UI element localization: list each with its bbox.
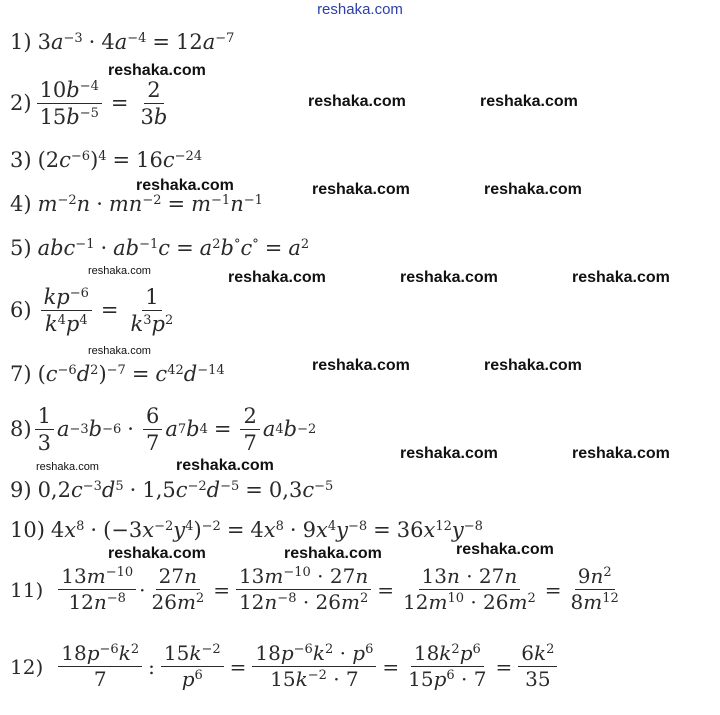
problem-number: 6) bbox=[10, 298, 32, 323]
watermark: reshaka.com bbox=[484, 181, 582, 198]
watermark: reshaka.com bbox=[284, 545, 382, 562]
watermark: reshaka.com bbox=[572, 269, 670, 286]
problem-3: 3) $(2c^{-6})^4 = 16c^{-24}$ bbox=[10, 148, 203, 172]
problem-10: 10) $4x^8 \cdot (-3x^{-2}y^4)^{-2} = 4x^8 \cdot 9x^4y^{-8} = 36x^{12}y^{-8}$ bbox=[10, 518, 483, 542]
problem-9: 9) $0,2c^{-3}d^5 \cdot 1,5c^{-2}d^{-5} = 0,3c^{-5}$ bbox=[10, 478, 334, 502]
watermark: reshaka.com bbox=[88, 265, 151, 277]
watermark: reshaka.com bbox=[312, 357, 410, 374]
problem-number: 3) bbox=[10, 148, 32, 172]
watermark: reshaka.com bbox=[88, 345, 151, 357]
problem-1: 1) $3a^{-3} \cdot 4a^{-4} = 12a^{-7}$ bbox=[10, 30, 235, 54]
watermark: reshaka.com bbox=[308, 93, 406, 110]
problem-5: 5) $abc^{-1} \cdot ab^{-1}c = a^2b^\circ c^\circ = a^2$ bbox=[10, 236, 310, 260]
problem-4: 4) $m^{-2}n \cdot mn^{-2} = m^{-1}n^{-1}$ bbox=[10, 192, 263, 216]
problem-number: 1) bbox=[10, 30, 32, 54]
problem-number: 10) bbox=[10, 518, 45, 542]
watermark: reshaka.com bbox=[400, 445, 498, 462]
problem-number: 9) bbox=[10, 478, 32, 502]
problem-number: 4) bbox=[10, 192, 32, 216]
watermark: reshaka.com bbox=[312, 181, 410, 198]
watermark: reshaka.com bbox=[572, 445, 670, 462]
watermark: reshaka.com bbox=[108, 62, 206, 79]
watermark: reshaka.com bbox=[456, 541, 554, 558]
problem-2: 2) $\frac{10b^{-4}}{15b^{-5}}$ = $\frac{2}{3b}$ bbox=[10, 78, 168, 130]
watermark: reshaka.com bbox=[228, 269, 326, 286]
problem-6: 6) $\frac{kp^{-6}}{k^4p^4}$ = $\frac{1}{k^3p^2}$ bbox=[10, 285, 174, 337]
problem-number: 2) bbox=[10, 91, 32, 116]
problem-number: 12) bbox=[10, 654, 44, 679]
watermark: reshaka.com bbox=[484, 357, 582, 374]
problem-number: 11) bbox=[10, 577, 44, 602]
watermark: reshaka.com bbox=[480, 93, 578, 110]
watermark: reshaka.com bbox=[136, 177, 234, 194]
watermark: reshaka.com bbox=[176, 457, 274, 474]
watermark: reshaka.com bbox=[108, 545, 206, 562]
watermark: reshaka.com bbox=[36, 461, 99, 473]
problem-12: 12) $\frac{18p^{-6}k^2}{7}$ : $\frac{15k^{-2}}{p^6}$ = $\frac{18p^{-6}k^2 \cdot p^6}{15k^{-2} \cdot 7}$ = $\frac{18k^2p^6}{15p^6 \cdot 7}$ = $\frac{6k^2}{35}$ bbox=[10, 642, 560, 691]
site-header[interactable]: reshaka.com bbox=[317, 1, 403, 18]
problem-7: 7) $(c^{-6}d^2)^{-7} = c^{42}d^{-14}$ bbox=[10, 362, 225, 386]
problem-number: 7) bbox=[10, 362, 32, 386]
problem-number: 5) bbox=[10, 236, 32, 260]
watermark: reshaka.com bbox=[400, 269, 498, 286]
problem-11: 11) $\frac{13m^{-10}}{12n^{-8}}$ · $\frac{27n}{26m^2}$ = $\frac{13m^{-10} \cdot 27n}{12n^{-8} \cdot 26m^2}$ = $\frac{13n \cdot 27n}{12m^{10} \cdot 26m^2}$ = $\frac{9n^2}{8m^{12}}$ bbox=[10, 564, 619, 614]
problem-8: 8) $\frac{1}{3}$ a −3 b −6 · $\frac{6}{7}$ a 7 b 4 = $\frac{2}{7}$ a 4 b −2 bbox=[10, 404, 317, 456]
problem-number: 8) bbox=[10, 417, 32, 442]
